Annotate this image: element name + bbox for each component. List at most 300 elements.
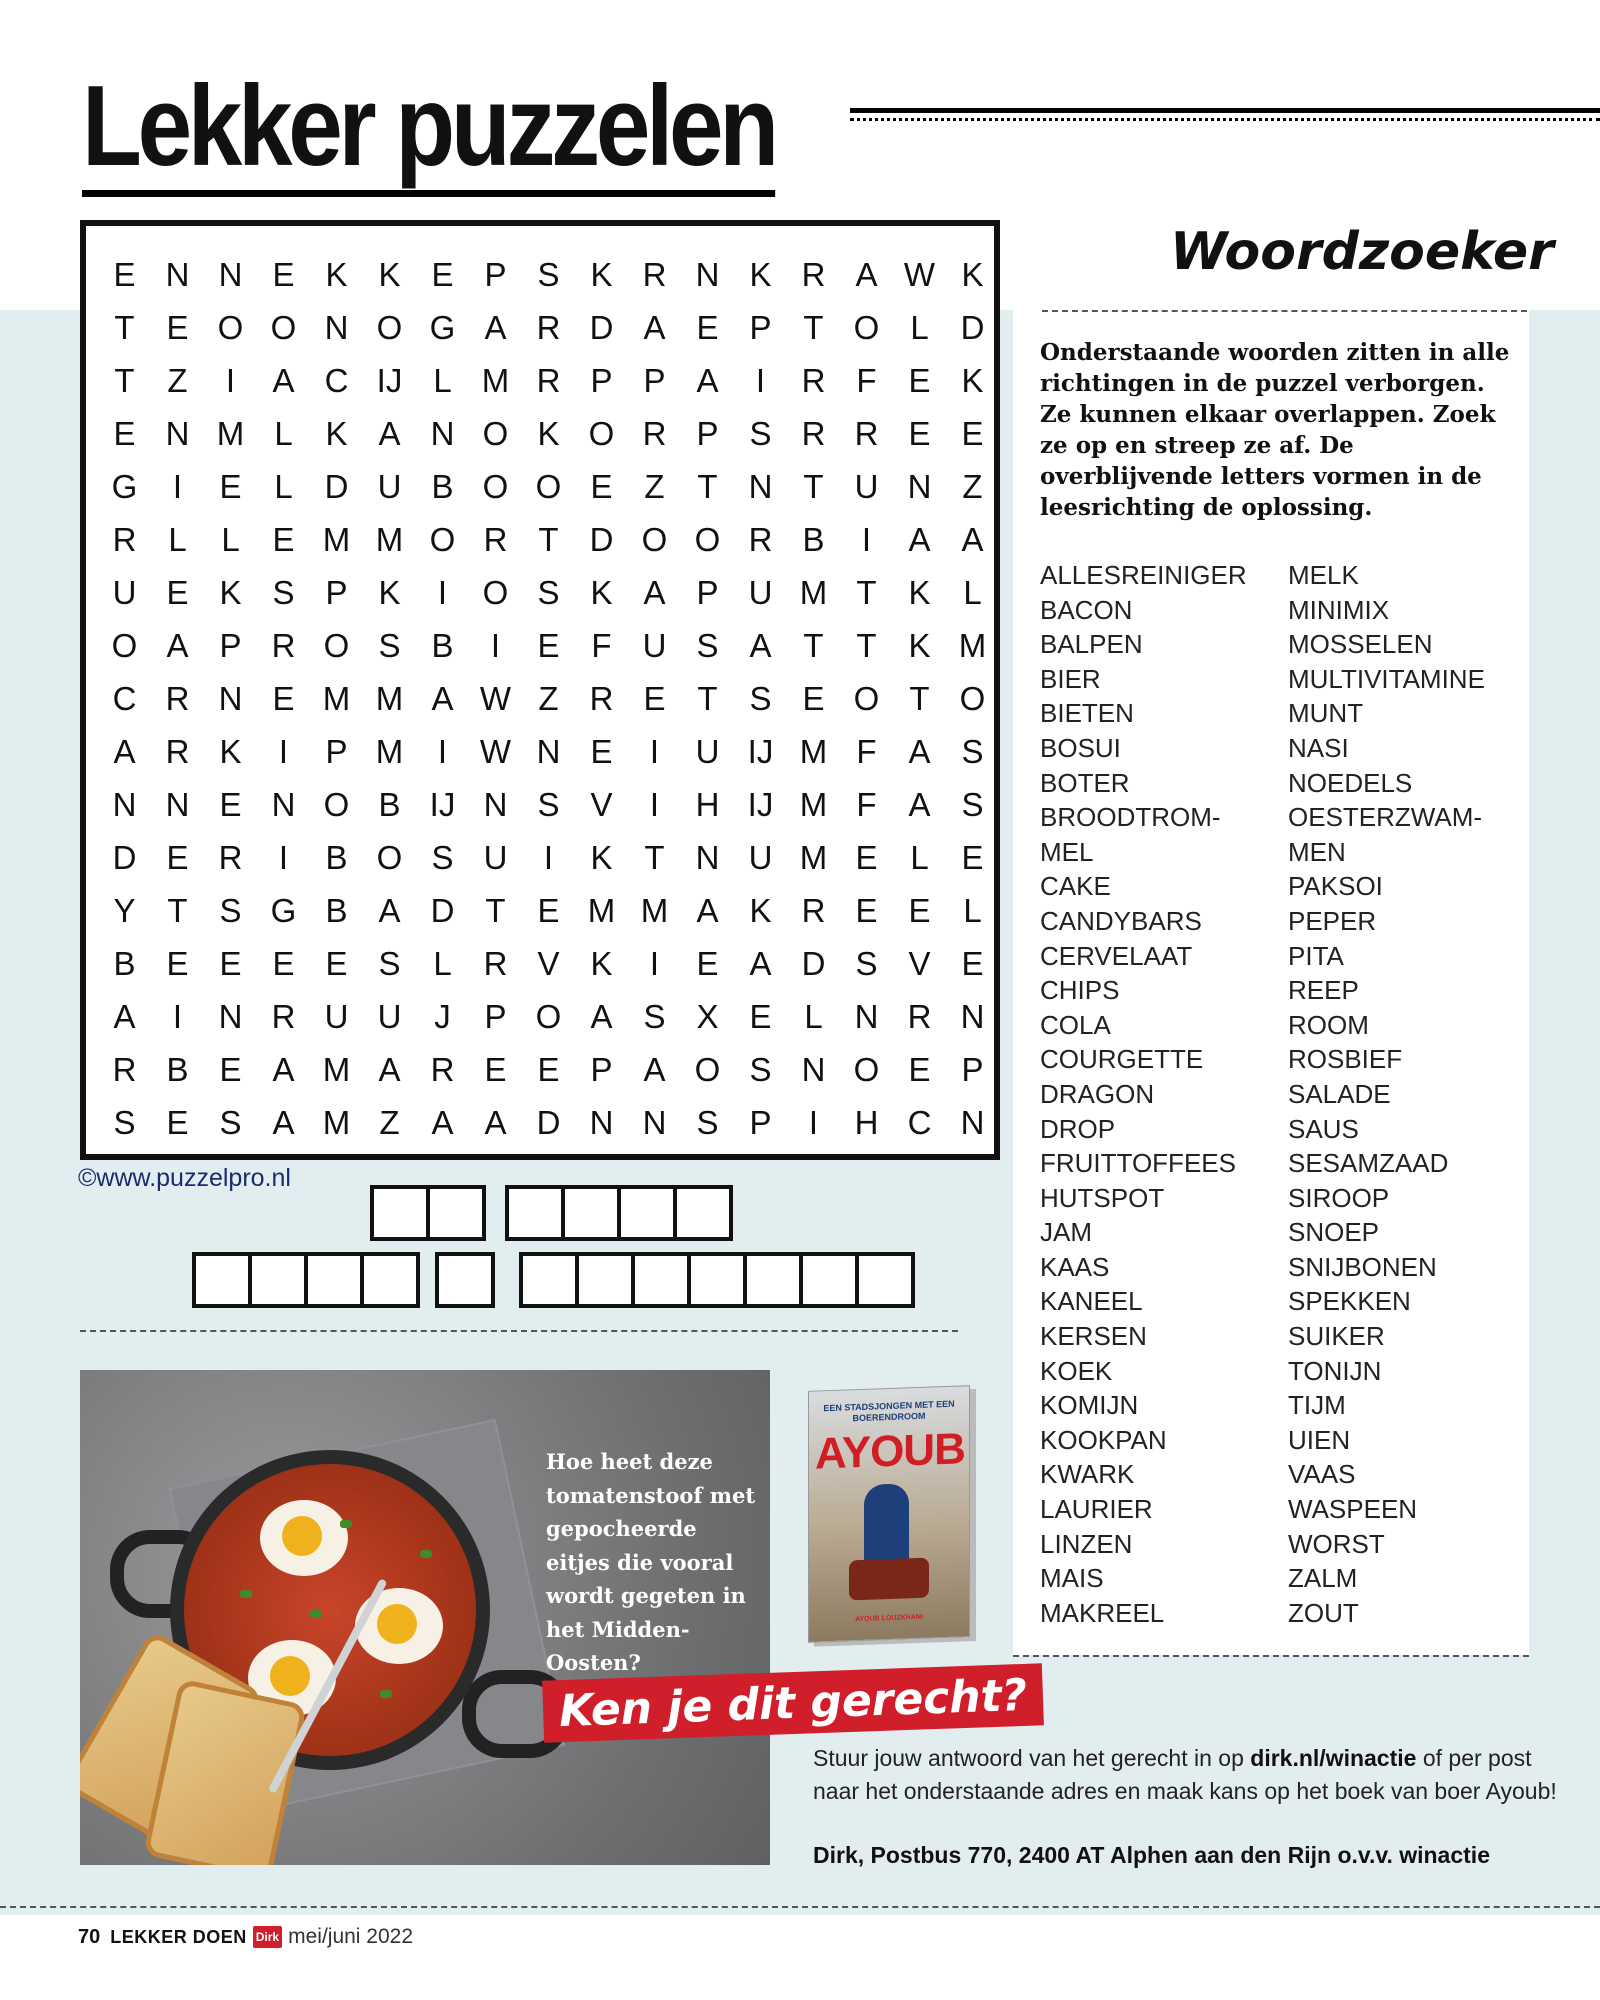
grid-letter: E: [219, 468, 242, 505]
word-list-item: KERSEN: [1040, 1321, 1147, 1352]
grid-letter: S: [961, 733, 984, 770]
word-list-item: COLA: [1040, 1009, 1111, 1040]
grid-letter: N: [748, 468, 773, 505]
grid-letter: I: [490, 627, 501, 664]
word-list-item: DRAGON: [1040, 1078, 1155, 1109]
word-list-column-2: [1288, 558, 1485, 1630]
grid-letter: L: [274, 415, 293, 452]
solution-letter-box[interactable]: [505, 1185, 565, 1241]
title-dotted-rule: [850, 118, 1600, 121]
word-list-item: MAIS: [1040, 1563, 1104, 1594]
grid-letter: I: [278, 733, 289, 770]
grid-letter: F: [856, 733, 877, 770]
word-list-item: BOTER: [1040, 767, 1130, 798]
grid-letter: N: [483, 786, 508, 823]
grid-letter: L: [804, 998, 823, 1035]
book-tractor: [849, 1558, 929, 1601]
yolk: [270, 1656, 310, 1696]
grid-letter: S: [696, 627, 719, 664]
grid-letter: A: [272, 362, 295, 399]
grid-letter: E: [908, 892, 931, 929]
grid-letter: D: [430, 892, 455, 929]
grid-row: [86, 884, 994, 937]
grid-letter: F: [856, 362, 877, 399]
grid-letter: R: [165, 680, 190, 717]
grid-letter: R: [483, 521, 508, 558]
grid-letter: M: [322, 1051, 351, 1088]
grid-letter: O: [111, 627, 138, 664]
grid-letter: R: [642, 415, 667, 452]
grid-letter: N: [801, 1051, 826, 1088]
grid-letter: B: [431, 468, 454, 505]
grid-letter: E: [166, 839, 189, 876]
solution-letter-box[interactable]: [575, 1252, 635, 1308]
grid-letter: I: [437, 733, 448, 770]
grid-letter: I: [861, 521, 872, 558]
grid-letter: P: [696, 415, 719, 452]
grid-letter: E: [166, 1104, 189, 1141]
grid-letter: L: [963, 574, 982, 611]
grid-letter: K: [219, 574, 242, 611]
grid-letter: N: [695, 839, 720, 876]
grid-letter: U: [854, 468, 879, 505]
grid-letter: I: [543, 839, 554, 876]
grid-letter: S: [961, 786, 984, 823]
grid-letter: T: [697, 680, 718, 717]
word-list-item: NASI: [1288, 732, 1349, 763]
word-list-item: DROP: [1040, 1113, 1116, 1144]
word-list-item: CANDYBARS: [1040, 905, 1202, 936]
grid-letter: T: [697, 468, 718, 505]
word-list-item: PITA: [1288, 940, 1344, 971]
grid-letter: K: [590, 574, 613, 611]
grid-letter: Z: [644, 468, 665, 505]
dirk-logo: Dirk: [253, 1926, 282, 1948]
grid-letter: K: [325, 256, 348, 293]
grid-letter: N: [324, 309, 349, 346]
grid-letter: R: [165, 733, 190, 770]
herb: [240, 1590, 252, 1598]
solution-letter-box[interactable]: [855, 1252, 915, 1308]
solution-letter-box[interactable]: [673, 1185, 733, 1241]
grid-letter: A: [696, 892, 719, 929]
grid-letter: N: [218, 998, 243, 1035]
word-list-item: KOOKPAN: [1040, 1424, 1167, 1455]
word-list-item: MULTIVITAMINE: [1288, 663, 1485, 694]
grid-letter: D: [112, 839, 137, 876]
section-divider: [80, 1330, 958, 1332]
grid-letter: O: [217, 309, 244, 346]
grid-row: [86, 778, 994, 831]
grid-letter: A: [908, 733, 931, 770]
grid-letter: L: [963, 892, 982, 929]
grid-letter: E: [696, 945, 719, 982]
solution-word-boxes: [192, 1252, 416, 1308]
word-list-item: BIER: [1040, 663, 1101, 694]
grid-letter: K: [219, 733, 242, 770]
grid-letter: E: [855, 839, 878, 876]
word-list-item: ROSBIEF: [1288, 1044, 1403, 1075]
word-list-item: PAKSOI: [1288, 871, 1383, 902]
herb: [310, 1610, 322, 1618]
word-list-item: MINIMIX: [1288, 594, 1390, 625]
grid-letter: U: [377, 468, 402, 505]
grid-letter: O: [376, 309, 403, 346]
grid-letter: I: [172, 998, 183, 1035]
grid-row: [86, 990, 994, 1043]
word-list-item: LINZEN: [1040, 1528, 1133, 1559]
grid-letter: O: [376, 839, 403, 876]
grid-letter: O: [853, 1051, 880, 1088]
solution-letter-box[interactable]: [435, 1252, 495, 1308]
grid-letter: A: [378, 892, 401, 929]
grid-letter: M: [958, 627, 987, 664]
book-author: AYOUB LOUZKHANI: [855, 1613, 923, 1624]
grid-letter: A: [378, 1051, 401, 1088]
grid-letter: E: [166, 309, 189, 346]
grid-letter: D: [589, 309, 614, 346]
word-list-item: BOSUI: [1040, 732, 1121, 763]
grid-letter: H: [695, 786, 720, 823]
grid-letter: E: [166, 945, 189, 982]
solution-letter-box[interactable]: [370, 1185, 430, 1241]
grid-letter: S: [537, 786, 560, 823]
grid-letter: E: [749, 998, 772, 1035]
grid-letter: P: [643, 362, 666, 399]
grid-letter: N: [165, 786, 190, 823]
section-name: LEKKER DOEN: [110, 1926, 247, 1947]
solution-word-boxes: [505, 1185, 729, 1241]
grid-letter: N: [536, 733, 561, 770]
grid-letter: T: [909, 680, 930, 717]
grid-letter: P: [590, 362, 613, 399]
grid-letter: U: [377, 998, 402, 1035]
grid-row: [86, 831, 994, 884]
grid-letter: E: [219, 945, 242, 982]
grid-letter: O: [535, 998, 562, 1035]
word-list-item: ZALM: [1288, 1563, 1358, 1594]
title-rule: [850, 108, 1600, 113]
word-list-item: SIROOP: [1288, 1182, 1390, 1213]
grid-letter: O: [429, 521, 456, 558]
grid-letter: F: [856, 786, 877, 823]
grid-letter: E: [590, 733, 613, 770]
grid-letter: A: [113, 733, 136, 770]
grid-letter: W: [903, 256, 936, 293]
grid-letter: Z: [538, 680, 559, 717]
solution-letter-box[interactable]: [426, 1185, 486, 1241]
grid-letter: M: [322, 680, 351, 717]
grid-letter: N: [907, 468, 932, 505]
grid-letter: H: [854, 1104, 879, 1141]
word-list-item: MAKREEL: [1040, 1597, 1165, 1628]
word-list-item: WASPEEN: [1288, 1494, 1418, 1525]
panel-bottom-divider: [1013, 1655, 1529, 1657]
grid-letter: G: [429, 309, 456, 346]
grid-row: [86, 301, 994, 354]
grid-letter: A: [643, 309, 666, 346]
grid-letter: L: [433, 362, 452, 399]
grid-letter: K: [908, 627, 931, 664]
solution-letter-box[interactable]: [304, 1252, 364, 1308]
grid-letter: E: [908, 362, 931, 399]
solution-letter-box[interactable]: [617, 1185, 677, 1241]
contest-address: Dirk, Postbus 770, 2400 AT Alphen aan den Rijn o.v.v. winactie: [813, 1842, 1490, 1868]
grid-letter: R: [218, 839, 243, 876]
grid-letter: T: [856, 574, 877, 611]
contest-instructions: [813, 1742, 1573, 1808]
grid-letter: T: [856, 627, 877, 664]
grid-letter: N: [960, 998, 985, 1035]
grid-letter: F: [591, 627, 612, 664]
puzzle-heading: Woordzoeker: [1170, 222, 1554, 282]
grid-letter: IJ: [376, 362, 403, 399]
grid-letter: A: [696, 362, 719, 399]
grid-letter: R: [536, 362, 561, 399]
grid-letter: W: [479, 680, 512, 717]
grid-letter: T: [803, 468, 824, 505]
word-list-item: COURGETTE: [1040, 1044, 1204, 1075]
grid-letter: W: [479, 733, 512, 770]
grid-letter: R: [589, 680, 614, 717]
grid-letter: E: [166, 574, 189, 611]
grid-letter: A: [272, 1051, 295, 1088]
grid-letter: N: [165, 256, 190, 293]
grid-letter: R: [271, 627, 296, 664]
grid-letter: A: [272, 1104, 295, 1141]
grid-letter: R: [112, 521, 137, 558]
grid-letter: L: [221, 521, 240, 558]
grid-letter: N: [218, 680, 243, 717]
grid-letter: E: [908, 1051, 931, 1088]
grid-letter: E: [537, 1051, 560, 1088]
grid-letter: S: [537, 256, 560, 293]
grid-letter: M: [799, 574, 828, 611]
grid-letter: A: [643, 574, 666, 611]
grid-letter: O: [959, 680, 986, 717]
grid-letter: U: [748, 574, 773, 611]
grid-letter: E: [643, 680, 666, 717]
grid-letter: D: [536, 1104, 561, 1141]
grid-letter: Z: [962, 468, 983, 505]
grid-row: [86, 354, 994, 407]
grid-letter: S: [219, 892, 242, 929]
grid-letter: E: [855, 892, 878, 929]
grid-letter: A: [961, 521, 984, 558]
word-list-item: SNOEP: [1288, 1217, 1380, 1248]
grid-letter: V: [590, 786, 613, 823]
grid-letter: O: [641, 521, 668, 558]
word-list-item: PEPER: [1288, 905, 1377, 936]
grid-letter: O: [588, 415, 615, 452]
grid-letter: M: [799, 733, 828, 770]
grid-letter: I: [278, 839, 289, 876]
solution-letter-box[interactable]: [192, 1252, 252, 1308]
grid-letter: G: [270, 892, 297, 929]
grid-letter: I: [172, 468, 183, 505]
grid-letter: B: [378, 786, 401, 823]
yolk: [282, 1516, 322, 1556]
grid-letter: K: [961, 256, 984, 293]
grid-letter: O: [323, 786, 350, 823]
grid-letter: Z: [167, 362, 188, 399]
grid-letter: I: [649, 786, 660, 823]
grid-letter: R: [907, 998, 932, 1035]
grid-letter: O: [270, 309, 297, 346]
grid-letter: K: [378, 574, 401, 611]
grid-letter: O: [694, 521, 721, 558]
word-list-item: CERVELAAT: [1040, 940, 1193, 971]
grid-letter: U: [642, 627, 667, 664]
footer-divider: [0, 1906, 1600, 1908]
grid-row: [86, 672, 994, 725]
word-list-column-1: [1040, 558, 1247, 1630]
word-list-item: KAAS: [1040, 1251, 1110, 1282]
grid-letter: R: [271, 998, 296, 1035]
grid-letter: IJ: [747, 786, 774, 823]
word-list-item: LAURIER: [1040, 1494, 1153, 1525]
grid-row: [86, 407, 994, 460]
grid-row: [86, 1043, 994, 1096]
word-list-item: ALLESREINIGER: [1040, 560, 1247, 590]
grid-letter: A: [590, 998, 613, 1035]
grid-letter: A: [643, 1051, 666, 1088]
word-list-item: REEP: [1288, 975, 1359, 1006]
grid-letter: N: [854, 998, 879, 1035]
grid-letter: T: [114, 309, 135, 346]
word-list-item: BACON: [1040, 594, 1133, 625]
grid-letter: R: [801, 892, 826, 929]
word-list-item: BIETEN: [1040, 698, 1134, 729]
grid-letter: S: [749, 415, 772, 452]
word-list-item: TONIJN: [1288, 1355, 1382, 1386]
grid-letter: K: [961, 362, 984, 399]
grid-letter: E: [961, 415, 984, 452]
grid-letter: A: [749, 627, 772, 664]
solution-letter-box[interactable]: [360, 1252, 420, 1308]
grid-letter: K: [325, 415, 348, 452]
grid-letter: N: [589, 1104, 614, 1141]
grid-letter: I: [225, 362, 236, 399]
page-number: 70: [78, 1925, 101, 1948]
grid-letter: E: [272, 521, 295, 558]
grid-row: [86, 513, 994, 566]
herb: [420, 1550, 432, 1558]
grid-letter: D: [801, 945, 826, 982]
word-list-item: MELK: [1288, 560, 1359, 590]
solution-letter-box[interactable]: [687, 1252, 747, 1308]
grid-letter: R: [112, 1051, 137, 1088]
word-list-item: ZOUT: [1288, 1597, 1359, 1628]
grid-letter: D: [960, 309, 985, 346]
grid-letter: S: [749, 680, 772, 717]
dish-question: Hoe heet deze tomatenstoof met gepocheerde eitjes die vooral wordt gegeten in het Midden-Oosten?: [546, 1449, 756, 1675]
grid-letter: K: [537, 415, 560, 452]
grid-letter: P: [696, 574, 719, 611]
grid-letter: R: [801, 362, 826, 399]
grid-letter: E: [590, 468, 613, 505]
grid-letter: E: [537, 627, 560, 664]
grid-letter: T: [803, 309, 824, 346]
grid-letter: M: [799, 786, 828, 823]
grid-letter: A: [484, 309, 507, 346]
word-list-item: MEL: [1040, 836, 1094, 867]
grid-letter: E: [113, 415, 136, 452]
issue-date: mei/juni 2022: [288, 1925, 414, 1948]
grid-letter: R: [854, 415, 879, 452]
word-list-item: SUIKER: [1288, 1321, 1385, 1352]
book-subtitle: EEN STADSJONGEN MET EEN BOERENDROOM: [823, 1398, 955, 1424]
grid-letter: A: [908, 521, 931, 558]
grid-letter: N: [218, 256, 243, 293]
contest-link[interactable]: dirk.nl/winactie: [1250, 1745, 1417, 1771]
grid-letter: S: [643, 998, 666, 1035]
word-list-item: MEN: [1288, 836, 1346, 867]
grid-row: [86, 248, 994, 301]
grid-letter: P: [484, 256, 507, 293]
grid-letter: E: [272, 256, 295, 293]
grid-letter: N: [112, 786, 137, 823]
grid-letter: E: [272, 945, 295, 982]
grid-letter: I: [808, 1104, 819, 1141]
word-list-item: OESTERZWAM-: [1288, 802, 1483, 833]
word-list-item: FRUITTOFFEES: [1040, 1148, 1236, 1179]
grid-letter: R: [748, 521, 773, 558]
grid-letter: A: [431, 1104, 454, 1141]
solution-letter-box[interactable]: [519, 1252, 579, 1308]
grid-letter: S: [378, 627, 401, 664]
grid-letter: P: [325, 733, 348, 770]
grid-letter: M: [587, 892, 616, 929]
grid-letter: E: [272, 680, 295, 717]
solution-word-boxes: [370, 1185, 482, 1241]
solution-letter-box[interactable]: [743, 1252, 803, 1308]
grid-letter: R: [801, 256, 826, 293]
grid-letter: R: [430, 1051, 455, 1088]
solution-letter-box[interactable]: [631, 1252, 691, 1308]
grid-letter: U: [695, 733, 720, 770]
grid-letter: O: [535, 468, 562, 505]
grid-letter: IJ: [429, 786, 456, 823]
grid-letter: K: [908, 574, 931, 611]
grid-letter: N: [695, 256, 720, 293]
grid-letter: M: [799, 839, 828, 876]
grid-letter: M: [375, 521, 404, 558]
grid-letter: O: [323, 627, 350, 664]
grid-letter: R: [483, 945, 508, 982]
solution-letter-box[interactable]: [248, 1252, 308, 1308]
grid-letter: S: [537, 574, 560, 611]
grid-letter: A: [431, 680, 454, 717]
grid-letter: R: [801, 415, 826, 452]
grid-letter: N: [271, 786, 296, 823]
grid-letter: C: [324, 362, 349, 399]
solution-letter-box[interactable]: [561, 1185, 621, 1241]
grid-letter: P: [749, 309, 772, 346]
grid-letter: T: [644, 839, 665, 876]
grid-letter: A: [113, 998, 136, 1035]
grid-letter: T: [114, 362, 135, 399]
grid-row: [86, 619, 994, 672]
grid-letter: E: [484, 1051, 507, 1088]
grid-letter: T: [538, 521, 559, 558]
egg: [260, 1500, 348, 1576]
grid-row: [86, 725, 994, 778]
grid-row: [86, 566, 994, 619]
grid-letter: S: [113, 1104, 136, 1141]
word-list-item: NOEDELS: [1288, 767, 1413, 798]
solution-letter-box[interactable]: [799, 1252, 859, 1308]
